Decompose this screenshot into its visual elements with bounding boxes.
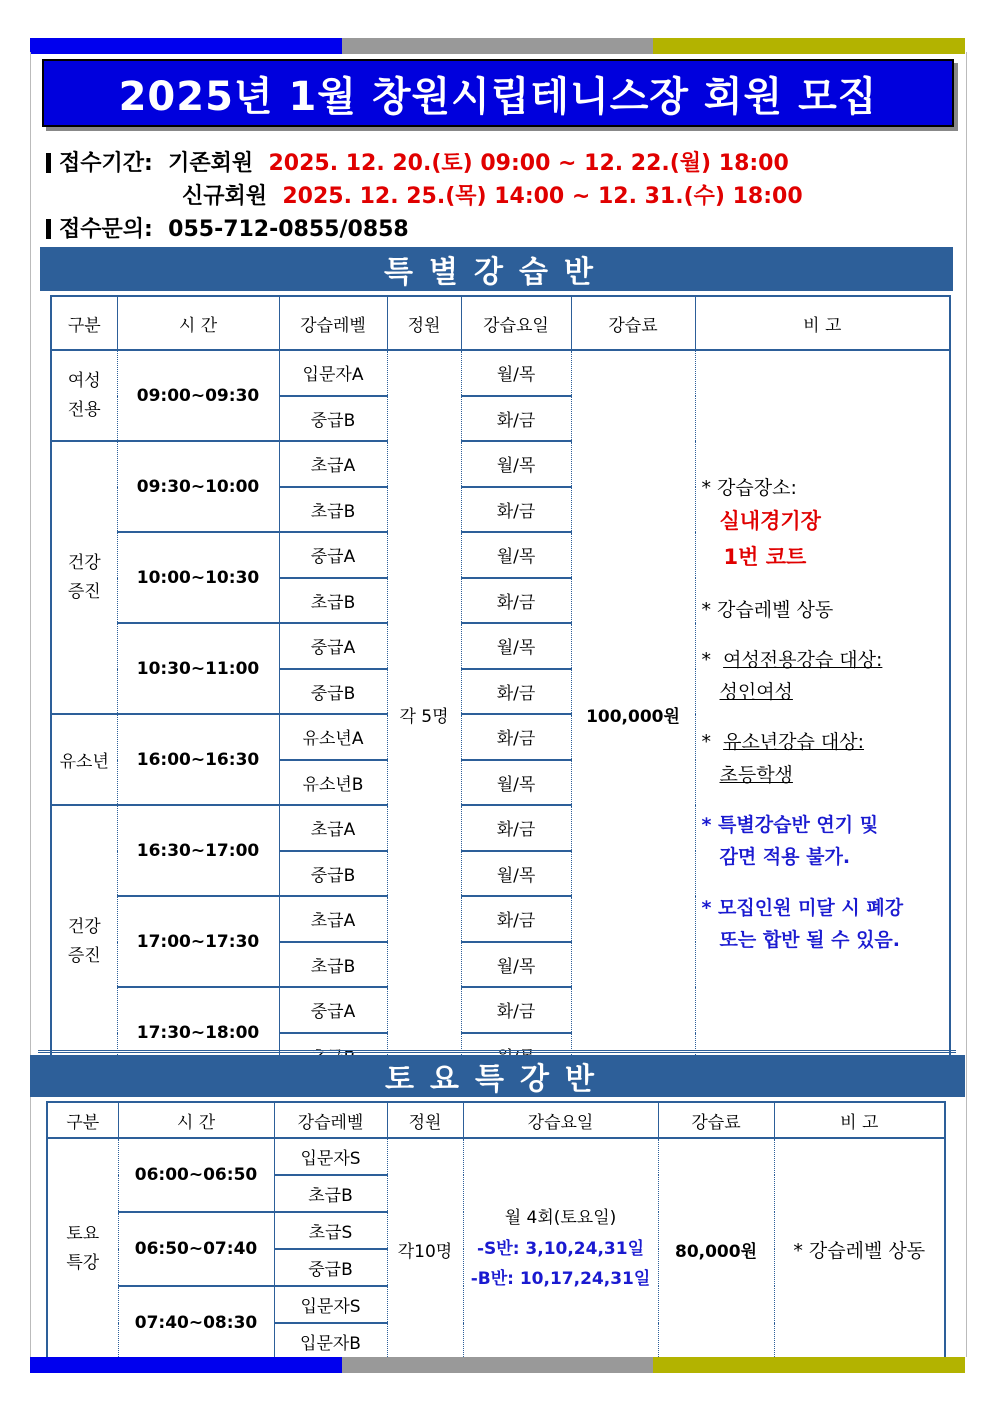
time-cell: 09:30~10:00 [117, 441, 279, 532]
table-row [47, 1138, 945, 1175]
day-cell: 월/목 [461, 623, 571, 669]
note-no-delay-1: * 특별강습반 연기 및 [701, 813, 879, 836]
day-cell: 화/금 [461, 578, 571, 624]
saturday-class-heading: 토요특강반 [30, 1055, 965, 1097]
time-cell: 16:30~17:00 [117, 805, 279, 896]
time-cell: 06:50~07:40 [118, 1212, 274, 1286]
level-cell: 초급A [279, 805, 387, 851]
group-health-pm: 건강 증진 [51, 805, 117, 1078]
day-cell: 월/목 [461, 441, 571, 487]
days-cell [463, 1138, 658, 1360]
header-note: 비 고 [774, 1102, 945, 1138]
new-label: 신규회원 [182, 184, 268, 209]
existing-label: 기존회원 [168, 151, 254, 176]
bottom-color-bar [30, 1357, 965, 1373]
header-category: 구분 [47, 1102, 118, 1138]
day-cell: 월/목 [461, 760, 571, 806]
level-cell: 중급B [279, 851, 387, 897]
level-cell: 중급B [274, 1249, 387, 1286]
existing-period: 2025. 12. 20.(토) 09:00 ~ 12. 22.(월) 18:00 [268, 151, 789, 176]
title-banner [42, 59, 954, 127]
level-cell: 입문자A [279, 350, 387, 396]
note-place-label: * 강습장소: [701, 476, 797, 499]
time-cell: 09:00~09:30 [117, 350, 279, 441]
table-header-row [51, 296, 950, 350]
day-cell: 화/금 [461, 896, 571, 942]
period-existing-line [46, 146, 789, 177]
period-new-line [182, 179, 803, 210]
page-title: 2025년 1월 창원시립테니스장 회원 모집 [118, 73, 878, 120]
day-cell: 화/금 [461, 396, 571, 442]
fee-cell: 80,000원 [658, 1138, 774, 1360]
note-no-delay-2: 감면 적용 불가. [719, 846, 851, 869]
table-row [51, 350, 950, 396]
section-divider [38, 1050, 956, 1053]
day-cell: 화/금 [461, 714, 571, 760]
notes-cell: * 강습장소: 실내경기장 1번 코트 * 강습레벨 상동 * 여성전용강습 대상: 성인여성 * 유소년강습 대상: 초등학생 * 특별강습반 연기 및 감면 적용 불가. * 모집인원 미달 시 폐강 또는 합반 될 수 있음. [695, 350, 950, 1078]
level-cell: 입문자S [274, 1138, 387, 1175]
time-cell: 06:00~06:50 [118, 1138, 274, 1212]
level-cell: 중급B [279, 669, 387, 715]
days-s-class: -S반: 3,10,24,31일 [476, 1238, 645, 1259]
days-b-class: -B반: 10,17,24,31일 [470, 1269, 651, 1290]
day-cell: 월/목 [461, 350, 571, 396]
level-cell: 초급B [279, 942, 387, 988]
contact-label: 접수문의: [59, 217, 153, 242]
time-cell: 10:00~10:30 [117, 532, 279, 623]
header-capacity: 정원 [387, 296, 461, 350]
capacity-cell: 각 5명 [387, 350, 461, 1078]
group-health-am: 건강 증진 [51, 441, 117, 714]
level-cell: 초급A [279, 441, 387, 487]
day-cell: 월/목 [461, 851, 571, 897]
level-cell: 중급A [279, 987, 387, 1033]
special-class-table [50, 295, 951, 1079]
contact-line [46, 212, 409, 243]
header-days: 강습요일 [463, 1102, 658, 1138]
level-cell: 초급B [279, 487, 387, 533]
level-cell: 초급B [279, 578, 387, 624]
new-period: 2025. 12. 25.(목) 14:00 ~ 12. 31.(수) 18:00 [282, 184, 803, 209]
note-cancel-2: 또는 합반 될 수 있음. [719, 928, 901, 951]
note-place-2: 1번 코트 [723, 544, 807, 569]
level-cell: 초급B [274, 1175, 387, 1212]
saturday-class-table [46, 1101, 946, 1361]
capacity-cell: 각10명 [387, 1138, 463, 1360]
group-saturday: 토요 특강 [66, 1224, 100, 1273]
level-cell: 중급B [279, 396, 387, 442]
group-women: 여성 전용 [67, 370, 101, 420]
time-cell: 10:30~11:00 [117, 623, 279, 714]
period-label: 접수기간: [59, 151, 153, 176]
day-cell: 화/금 [461, 669, 571, 715]
note-cancel-1: * 모집인원 미달 시 폐강 [701, 896, 904, 919]
note-youth-label: 유소년강습 대상: [723, 731, 865, 754]
group-youth: 유소년 [51, 714, 117, 805]
header-capacity: 정원 [387, 1102, 463, 1138]
contact-phone: 055-712-0855/0858 [168, 217, 409, 242]
day-cell: 화/금 [461, 987, 571, 1033]
level-cell: 중급A [279, 623, 387, 669]
header-days: 강습요일 [461, 296, 571, 350]
note-women-target: 성인여성 [719, 681, 793, 704]
note-youth-target: 초등학생 [719, 763, 793, 786]
level-cell: 중급A [279, 532, 387, 578]
header-time: 시 간 [117, 296, 279, 350]
special-class-heading: 특별강습반 [40, 247, 953, 291]
level-cell: 입문자B [274, 1323, 387, 1360]
time-cell: 07:40~08:30 [118, 1286, 274, 1360]
note-place-1: 실내경기장 [719, 509, 821, 534]
header-fee: 강습료 [658, 1102, 774, 1138]
header-time: 시 간 [118, 1102, 274, 1138]
header-level: 강습레벨 [279, 296, 387, 350]
header-fee: 강습료 [571, 296, 695, 350]
time-cell: 16:00~16:30 [117, 714, 279, 805]
header-note: 비 고 [695, 296, 950, 350]
level-cell: 초급A [279, 896, 387, 942]
day-cell: 화/금 [461, 805, 571, 851]
bullet-mark [46, 153, 51, 173]
level-cell: 유소년B [279, 760, 387, 806]
note-women-label: 여성전용강습 대상: [723, 648, 883, 671]
day-cell: 월/목 [461, 532, 571, 578]
header-level: 강습레벨 [274, 1102, 387, 1138]
level-cell: 초급S [274, 1212, 387, 1249]
time-cell: 17:30~18:00 [117, 987, 279, 1078]
note-cell: * 강습레벨 상동 [774, 1138, 945, 1360]
table-header-row [47, 1102, 945, 1138]
level-cell: 유소년A [279, 714, 387, 760]
header-category: 구분 [51, 296, 117, 350]
time-cell: 17:00~17:30 [117, 896, 279, 987]
note-level: * 강습레벨 상동 [701, 598, 834, 621]
level-cell: 입문자S [274, 1286, 387, 1323]
fee-cell: 100,000원 [571, 350, 695, 1078]
bullet-mark [46, 219, 51, 239]
day-cell: 월/목 [461, 942, 571, 988]
days-main: 월 4회(토요일) [504, 1208, 617, 1229]
day-cell: 화/금 [461, 487, 571, 533]
